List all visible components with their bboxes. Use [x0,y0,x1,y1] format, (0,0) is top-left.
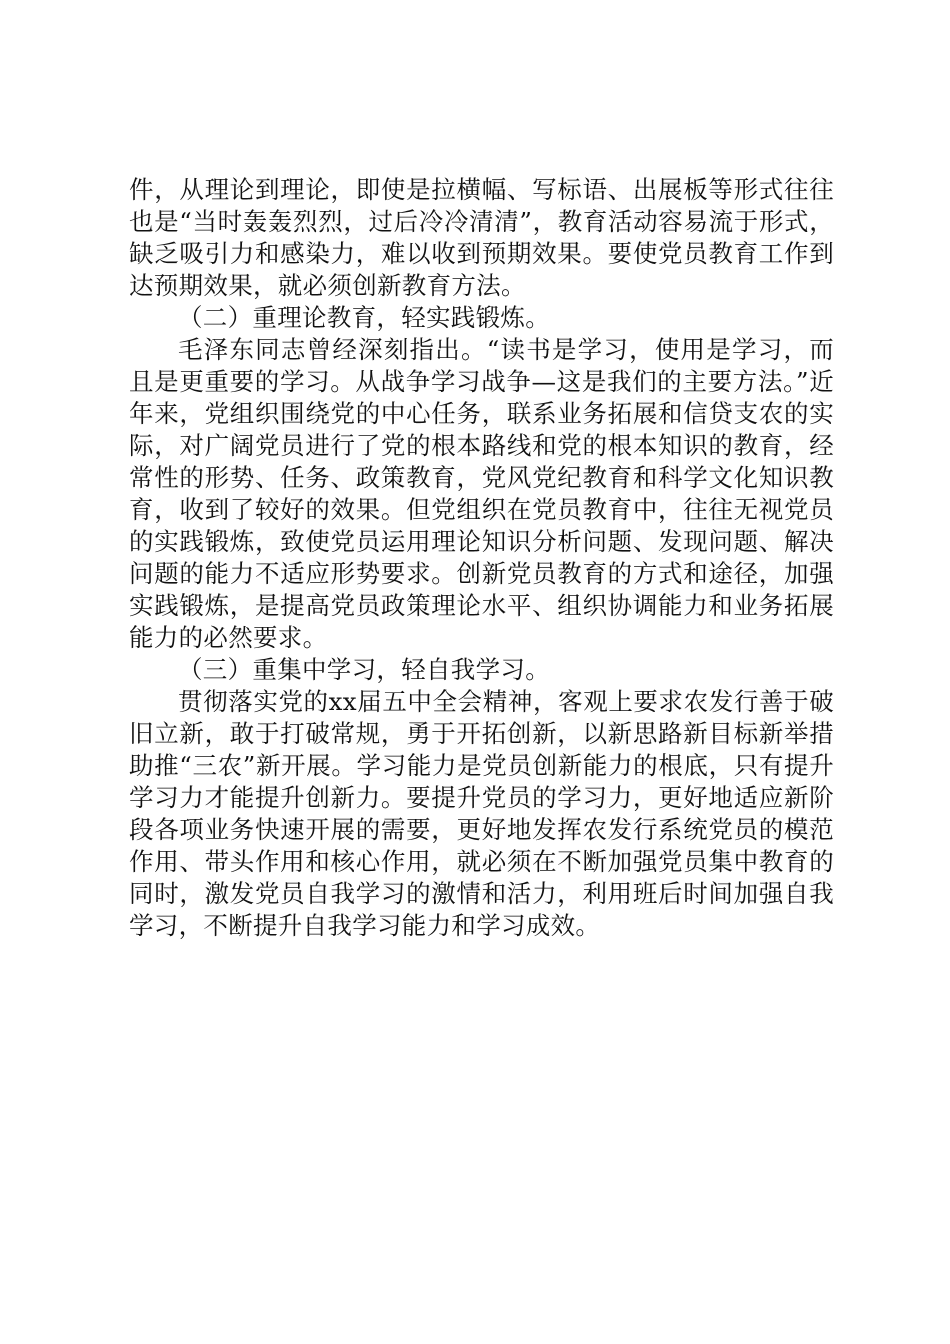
section-heading-2: （二）重理论教育，轻实践锻炼。 [178,303,550,332]
body-paragraph: 毛泽东同志曾经深刻指出。“读书是学习，使用是学习，而且是更重要的学习。从战争学习战争—这是我们的主要方法。”近年来，党组织围绕党的中心任务，联系业务拓展和信贷支农的实际，对广阔党员进行了党的根本路线和党的根本知识的教育，经常性的形势、任务、政策教育，党风党纪教育和科学文化知识教育，收到了较好的效果。但党组织在党员教育中，往往无视党员的实践锻炼，致使党员运用理论知识分析问题、发现问题、解决问题的能力不适应形势要求。创新党员教育的方式和途径，加强实践锻炼，是提高党员政策理论水平、组织协调能力和业务拓展能力的必然要求。 [129,335,834,652]
body-paragraph: 贯彻落实党的xx届五中全会精神，客观上要求农发行善于破旧立新，敢于打破常规，勇于开拓创新，以新思路新目标新举措助推“三农”新开展。学习能力是党员创新能力的根底，只有提升学习力才能提升创新力。要提升党员的学习力，更好地适应新阶段各项业务快速开展的需要，更好地发挥农发行系统党员的模范作用、带头作用和核心作用，就必须在不断加强党员集中教育的同时，激发党员自我学习的激情和活力，利用班后时间加强自我学习，不断提升自我学习能力和学习成效。 [129,687,834,940]
body-paragraph-continued: 件，从理论到理论，即使是拉横幅、写标语、出展板等形式往往也是“当时轰轰烈烈，过后冷冷清清”，教育活动容易流于形式，缺乏吸引力和感染力，难以收到预期效果。要使党员教育工作到达预期效果，就必须创新教育方法。 [129,175,834,300]
document-body [129,174,834,942]
section-heading-3: （三）重集中学习，轻自我学习。 [178,655,550,684]
